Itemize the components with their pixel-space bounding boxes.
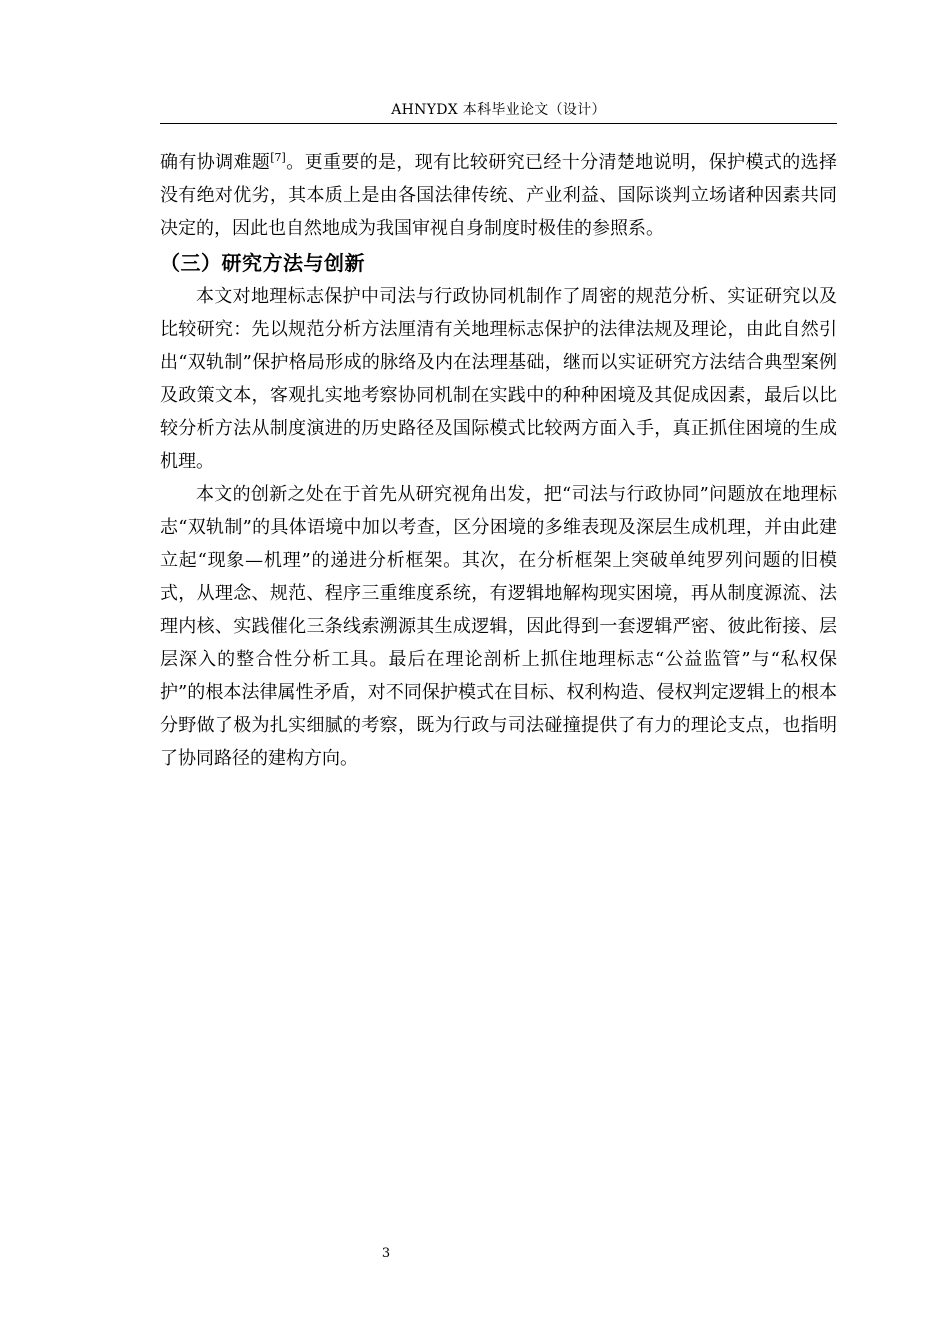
page-number: 3 xyxy=(381,1246,391,1261)
body-paragraph-methods: 本文对地理标志保护中司法与行政协同机制作了周密的规范分析、实证研究以及比较研究：先以规范分析方法厘清有关地理标志保护的法律法规及理论，由此自然引出“双轨制”保护格局形成的脉络及内在法理基础，继而以实证研究方法结合典型案例及政策文本，客观扎实地考察协同机制在实践中的种种困境及其促成因素，最后以比较分析方法从制度演进的历史路径及国际模式比较两方面入手，真正抓住困境的生成机理。 xyxy=(160,286,837,472)
body-paragraph-innovation: 本文的创新之处在于首先从研究视角出发，把“司法与行政协同”问题放在地理标志“双轨制”的具体语境中加以考查，区分困境的多维表现及深层生成机理，并由此建立起“现象—机理”的递进分析框架。其次，在分析框架上突破单纯罗列问题的旧模式，从理念、规范、程序三重维度系统，有逻辑地解构现实困境，再从制度源流、法理内核、实践催化三条线索溯源其生成逻辑，因此得到一套逻辑严密、彼此衔接、层层深入的整合性分析工具。最后在理论剖析上抓住地理标志“公益监管”与“私权保护”的根本法律属性矛盾，对不同保护模式在目标、权利构造、侵权判定逻辑上的根本分野做了极为扎实细腻的考察，既为行政与司法碰撞提供了有力的理论支点，也指明了协同路径的建构方向。 xyxy=(160,484,837,769)
continued-paragraph-text-end: 。更重要的是，现有比较研究已经十分清楚地说明，保护模式的选择没有绝对优劣，其本质上是由各国法律传统、产业利益、国际谈判立场诸种因素共同决定的，因此也自然地成为我国审视自身制度时极佳的参照系。 xyxy=(160,152,837,239)
header-rule xyxy=(160,123,837,124)
section-heading: （三）研究方法与创新 xyxy=(160,251,365,275)
continued-paragraph xyxy=(160,146,837,245)
document-body xyxy=(160,146,837,775)
continued-paragraph-text-start: 确有协调难题 xyxy=(160,152,271,173)
running-header: AHNYDX 本科毕业论文（设计） xyxy=(391,102,606,118)
citation-marker: [7] xyxy=(270,151,286,164)
